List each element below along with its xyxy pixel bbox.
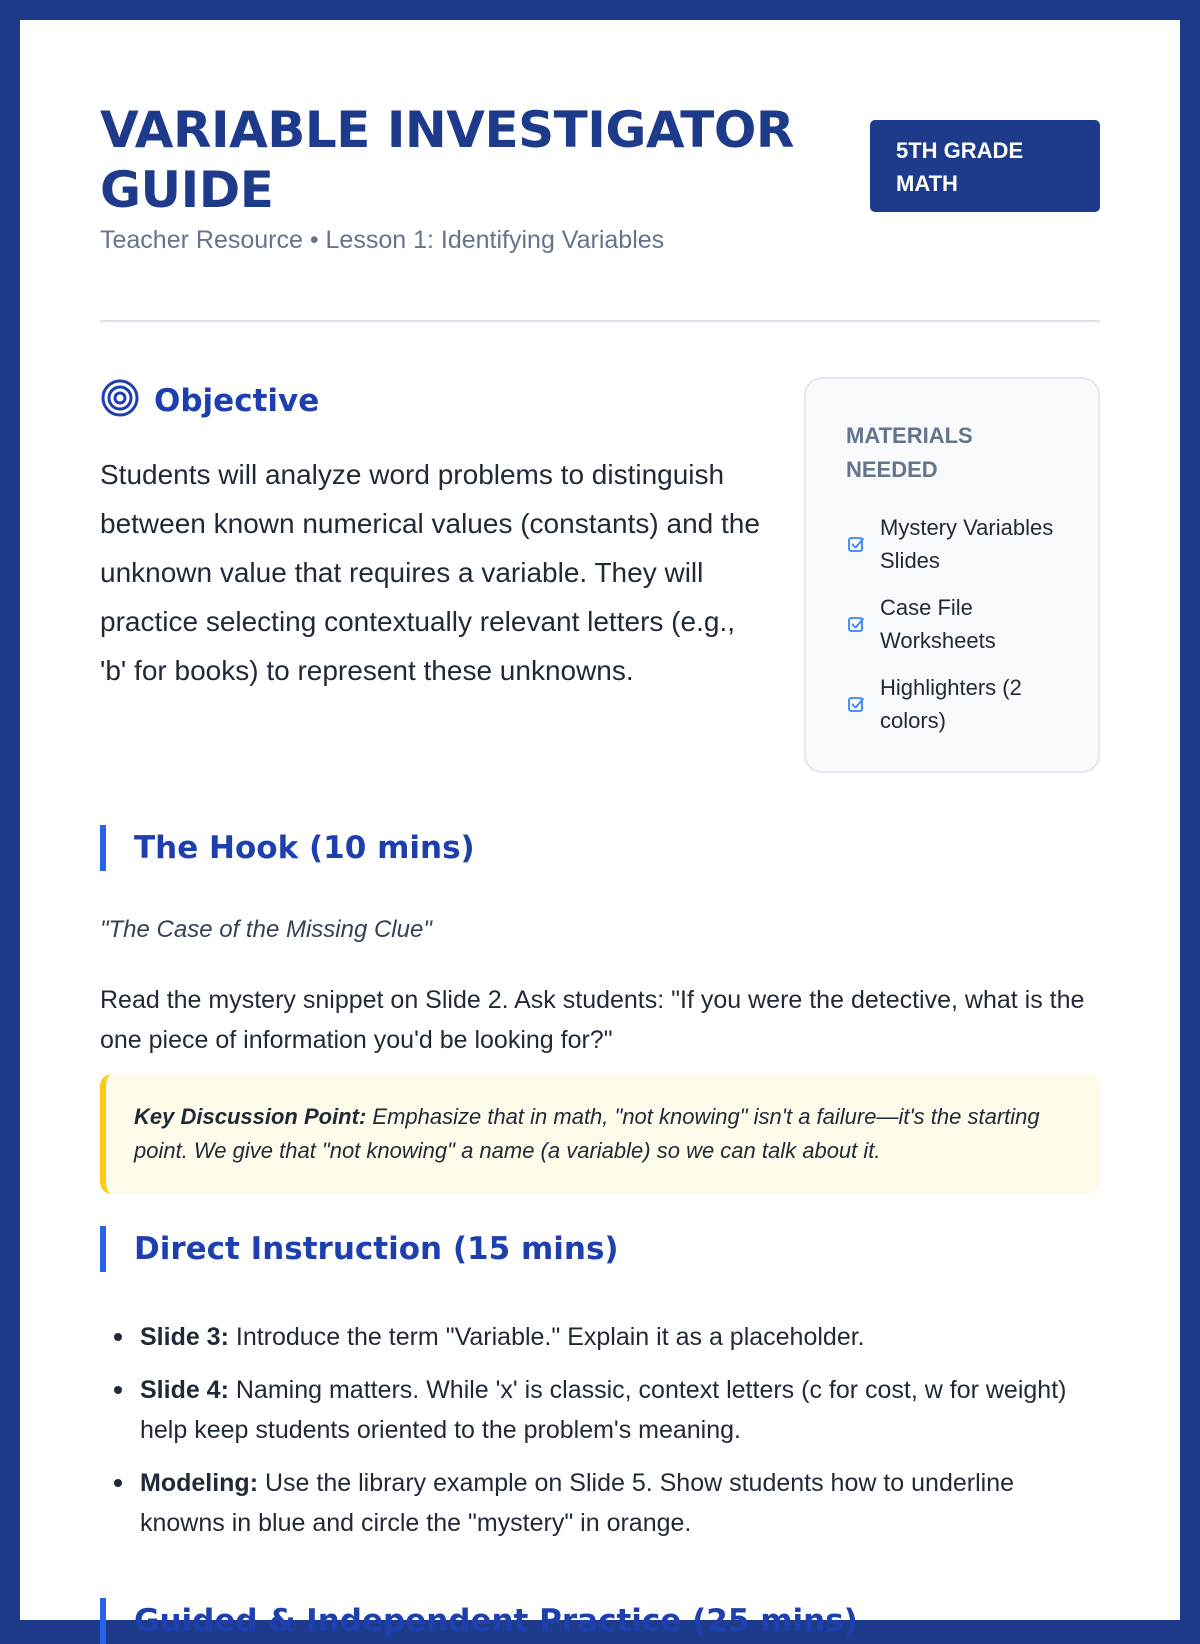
header-divider <box>100 320 1100 322</box>
target-icon <box>100 378 140 423</box>
key-discussion-callout <box>100 1074 1100 1194</box>
instruction-list <box>100 1317 1100 1556</box>
objective-title: Objective <box>154 382 320 419</box>
item-text: Use the library example on Slide 5. Show students how to underline knowns in blue and circle the "mystery" in orange. <box>140 1469 1015 1537</box>
material-item <box>846 511 1062 577</box>
material-label: Highlighters (2 colors) <box>880 675 1022 733</box>
grade-badge: 5TH GRADE MATH <box>870 120 1100 212</box>
material-item <box>846 671 1062 737</box>
instruction-heading: Direct Instruction (15 mins) <box>100 1226 619 1272</box>
hook-heading: The Hook (10 mins) <box>100 825 475 871</box>
checkbox-icon <box>846 614 866 634</box>
item-label: Slide 4: <box>140 1376 229 1404</box>
materials-title: MATERIALS NEEDED <box>846 423 973 482</box>
list-item <box>100 1317 1100 1357</box>
page-title: VARIABLE INVESTIGATOR GUIDE <box>100 101 794 219</box>
item-text: Introduce the term "Variable." Explain it as a placeholder. <box>228 1323 865 1351</box>
material-label: Case File Worksheets <box>880 595 996 653</box>
item-label: Modeling: <box>140 1469 259 1497</box>
list-item <box>100 1370 1100 1450</box>
practice-heading: Guided & Independent Practice (25 mins) <box>100 1598 858 1644</box>
lesson-guide-page <box>20 20 1180 1639</box>
item-label: Slide 3: <box>140 1323 229 1351</box>
callout-text: Emphasize that in math, "not knowing" isn't a failure—it's the starting point. We give that "not knowing" a name (a variable) so we can talk about it. <box>134 1104 1040 1163</box>
list-item <box>100 1463 1100 1543</box>
page-subtitle: Teacher Resource • Lesson 1: Identifying Variables <box>100 226 665 254</box>
item-text: Naming matters. While 'x' is classic, context letters (c for cost, w for weight) help keep students oriented to the problem's meaning. <box>140 1376 1067 1444</box>
callout-label: Key Discussion Point: <box>134 1104 367 1129</box>
hook-quote: "The Case of the Missing Clue" <box>100 916 432 943</box>
objective-text: Students will analyze word problems to distinguish between known numerical values (constants) and the unknown value that requires a variable. They will practice selecting contextually relevant letters (e.g., 'b' for books) to represent these unknowns. <box>100 459 760 686</box>
material-item <box>846 591 1062 657</box>
hook-text: Read the mystery snippet on Slide 2. Ask students: "If you were the detective, what is the one piece of information you'd be looking for?" <box>100 986 1085 1054</box>
checkbox-icon <box>846 694 866 714</box>
objective-heading <box>100 378 319 423</box>
material-label: Mystery Variables Slides <box>880 515 1054 573</box>
checkbox-icon <box>846 534 866 554</box>
materials-card <box>804 377 1100 773</box>
